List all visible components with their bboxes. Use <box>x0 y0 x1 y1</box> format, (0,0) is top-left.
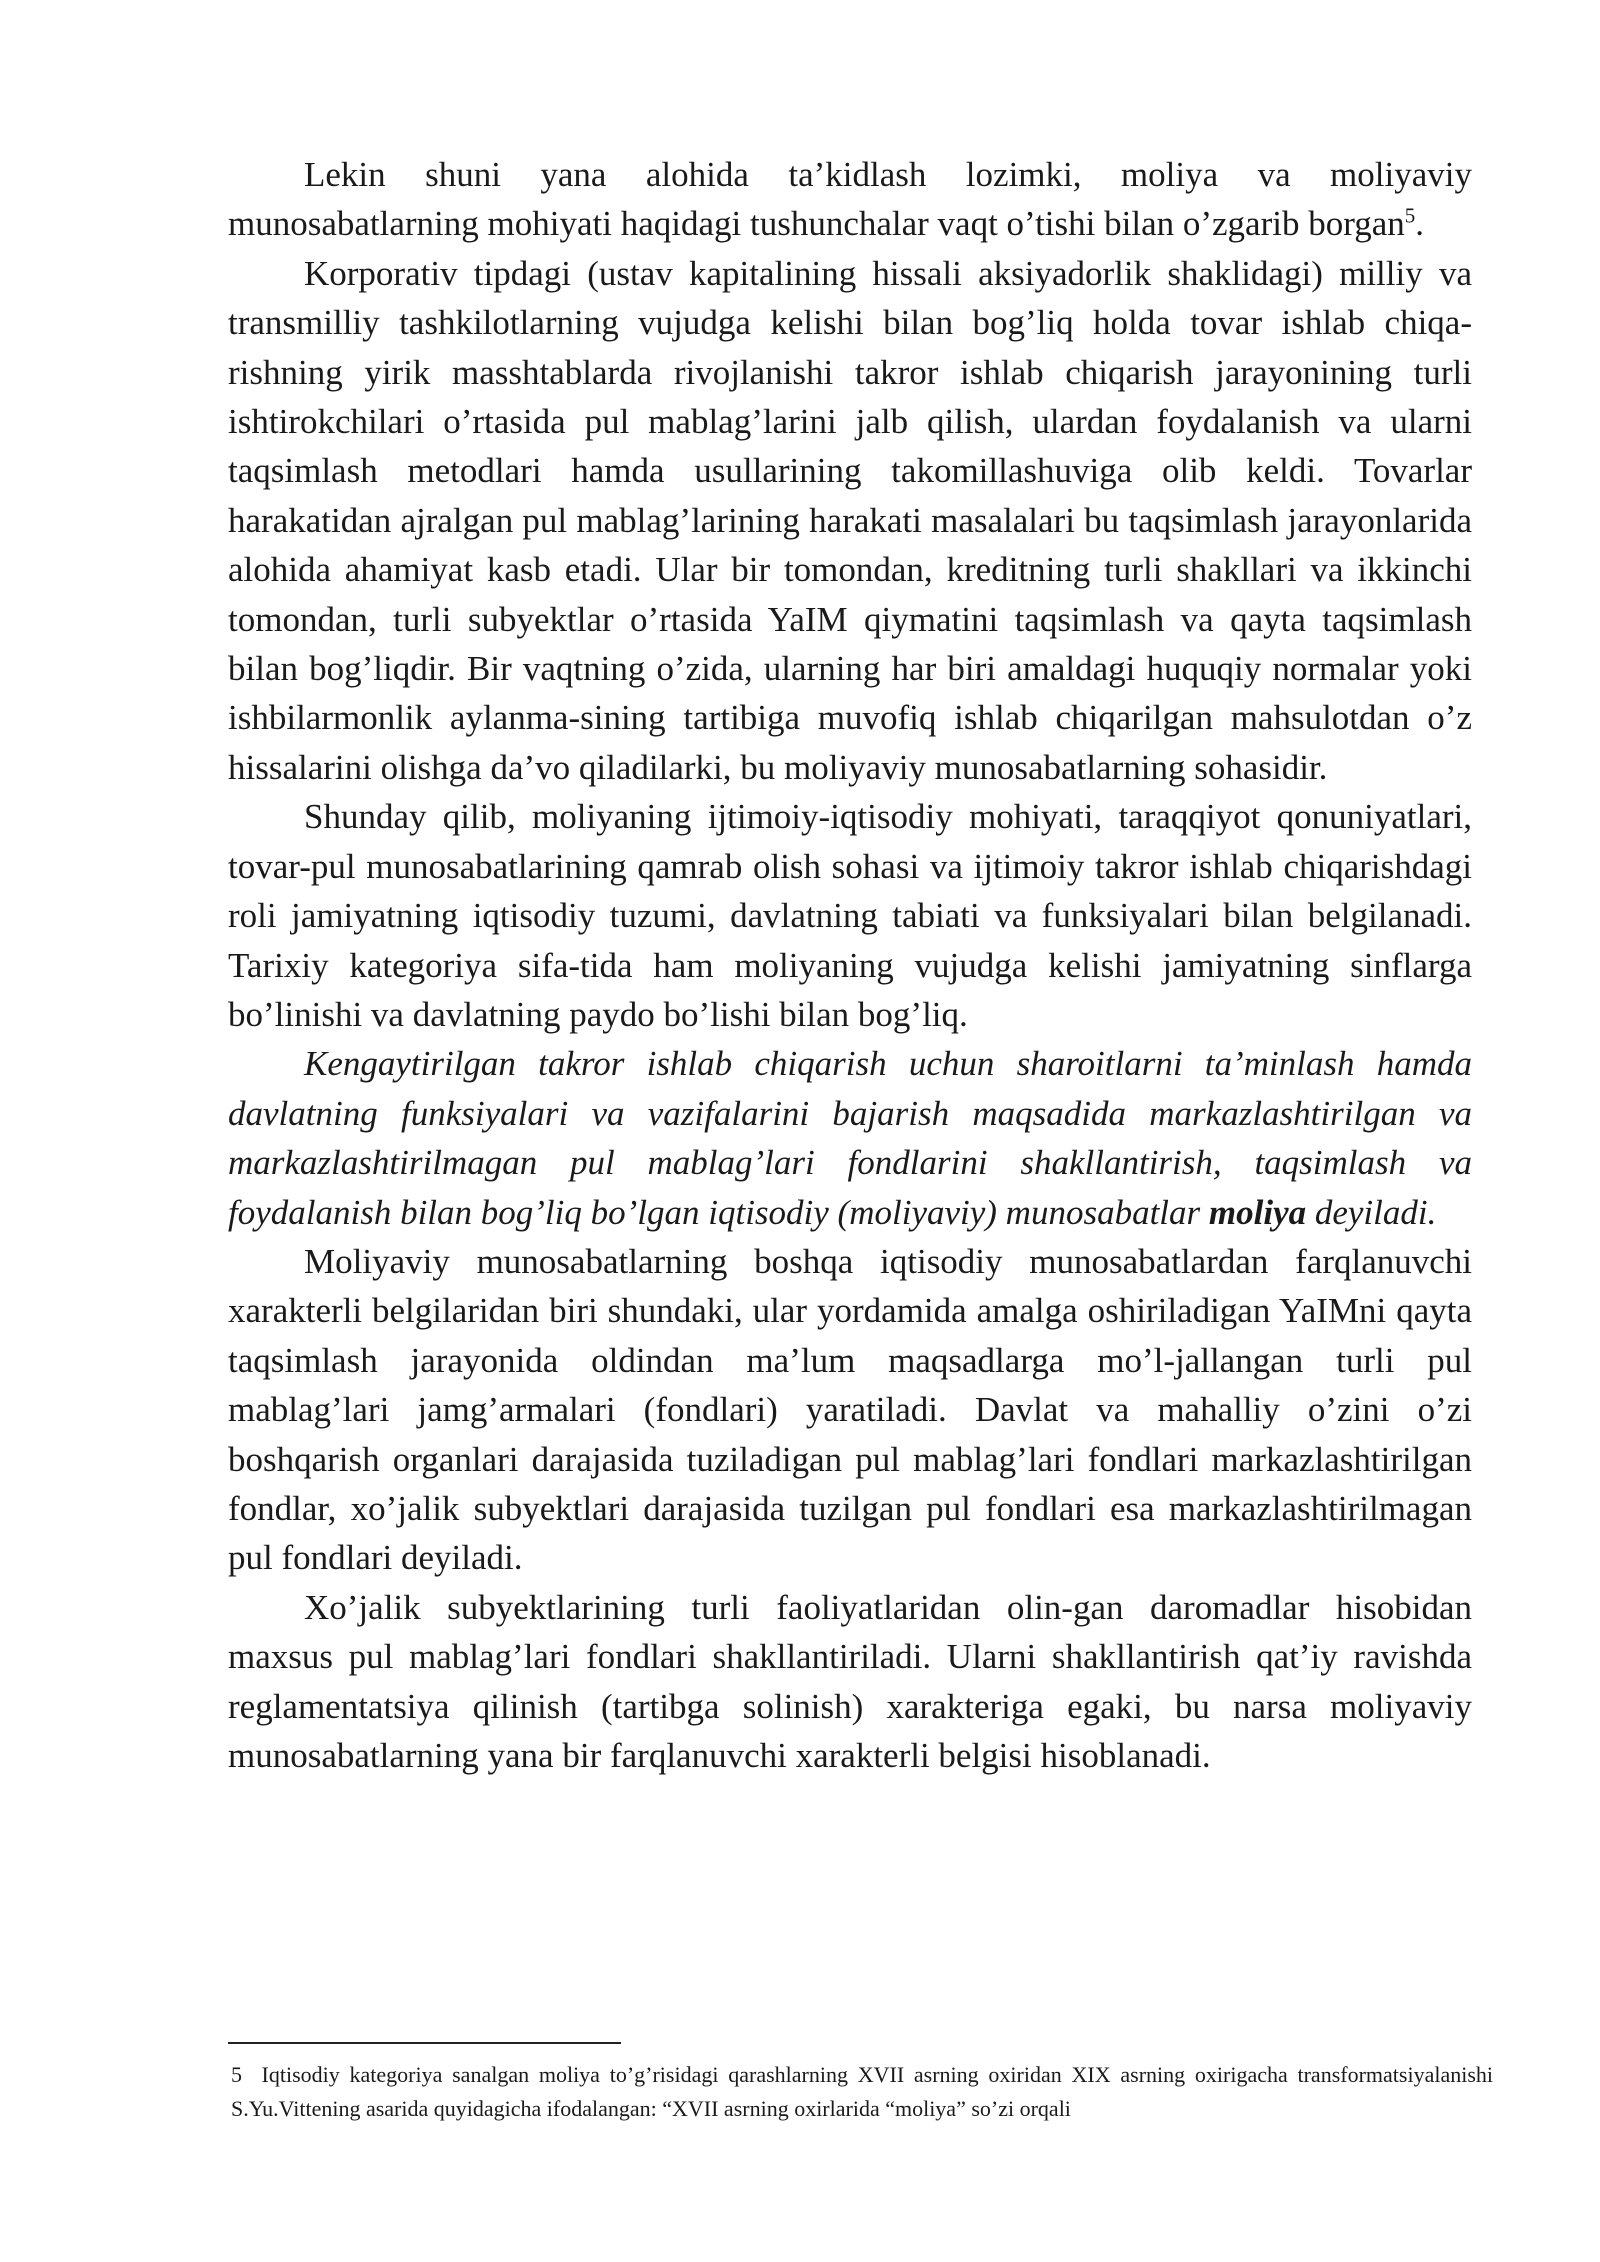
definition-term: moliya <box>1208 1192 1307 1232</box>
paragraph-1-tail: . <box>1415 204 1425 244</box>
footnote-text: Iqtisodiy kategoriya sanalgan moliya to’g’risidagi qarashlarning XVII asrning oxiridan XIX asrning oxirigacha transformatsiyalanishi S.Yu.Vittening asarida quyidagicha ifodalangan: “XVII asrning oxirlarida “moliya” so’zi orqali <box>231 2062 1494 2121</box>
definition-text-after: deyiladi. <box>1306 1192 1437 1232</box>
footnote-reference[interactable]: 5 <box>1404 203 1416 228</box>
footnote <box>231 2058 1493 2126</box>
paragraph-6: Xo’jalik subyektlarining turli faoliyatlaridan olin-gan daromadlar hisobidan maxsus pul mablag’lari fondlari shakllantiriladi. Ularni shakllantirish qat’iy ravishda reglamentatsiya qilinish (tartibga solinish) xarakteriga egaki, bu narsa moliyaviy munosabatlarning yana bir farqlanuvchi xarakterli belgisi hisoblanadi. <box>228 1587 1472 1775</box>
paragraph-2: Korporativ tipdagi (ustav kapitalining hissali aksiyadorlik shaklidagi) milliy va transmilliy tashkilotlarning vujudga kelishi bilan bog’liq holda tovar ishlab chiqa-rishning yirik masshtablarda rivojlanishi takror ishlab chiqarish jarayonining turli ishtirokchilari o’rtasida pul mablag’larini jalb qilish, ulardan foydalanish va ularni taqsimlash metodlari hamda usullarining takomillashuviga olib keldi. Tovarlar harakatidan ajralgan pul mablag’larining harakati masalalari bu taqsimlash jarayonlarida alohida ahamiyat kasb etadi. Ular bir tomondan, kreditning turli shakllari va ikkinchi tomondan, turli subyektlar o’rtasida YaIM qiymatini taqsimlash va qayta taqsimlash bilan bog’liqdir. Bir vaqtning o’zida, ularning har biri amaldagi huquqiy normalar yoki ishbilarmonlik aylanma-sining tartibiga muvofiq ishlab chiqarilgan mahsulotdan o’z hissalarini olishga da’vo qiladilarki, bu moliyaviy munosabatlarning sohasidir. <box>228 253 1472 787</box>
definition-paragraph <box>228 1039 1472 1237</box>
paragraph-1-text: Lekin shuni yana alohida ta’kidlash lozimki, moliya va moliyaviy munosabatlarning mohiyati haqidagi tushunchalar vaqt o’tishi bilan o’zgarib borgan <box>228 155 1472 244</box>
paragraph-3: Shunday qilib, moliyaning ijtimoiy-iqtisodiy mohiyati, taraqqiyot qonuniyatlari, tovar-pul munosabatlarining qamrab olish sohasi va ijtimoiy takror ishlab chiqarishdagi roli jamiyatning iqtisodiy tuzumi, davlatning tabiati va funksiyalari bilan belgilanadi. Tarixiy kategoriya sifa-tida ham moliyaning vujudga kelishi jamiyatning sinflarga bo’linishi va davlatning paydo bo’lishi bilan bog’liq. <box>228 797 1472 1034</box>
paragraph-5: Moliyaviy munosabatlarning boshqa iqtisodiy munosabatlardan farqlanuvchi xarakterli belgilaridan biri shundaki, ular yordamida amalga oshiriladigan YaIMni qayta taqsimlash jarayonida oldindan ma’lum maqsadlarga mo’l-jallangan turli pul mablag’lari jamg’armalari (fondlari) yaratiladi. Davlat va mahalliy o’zini o’zi boshqarish organlari darajasida tuziladigan pul mablag’lari fondlari markazlashtirilgan fondlar, xo’jalik subyektlari darajasida tuzilgan pul fondlari esa markazlashtirilmagan pul fondlari deyiladi. <box>228 1241 1472 1578</box>
document-body <box>228 150 1472 1780</box>
paragraph-1 <box>228 150 1472 249</box>
footnote-number: 5 <box>231 2062 242 2087</box>
definition-text-before: Kengaytirilgan takror ishlab chiqarish uchun sharoitlarni ta’minlash hamda davlatning funksiyalari va vazifalarini bajarish maqsadida markazlashtirilgan va markazlashtirilmagan pul mablag’lari fondlarini shakllantirish, taqsimlash va foydalanish bilan bog’liq bo’lgan iqtisodiy (moliyaviy) munosabatlar <box>228 1044 1472 1232</box>
footnote-separator <box>228 2042 621 2044</box>
